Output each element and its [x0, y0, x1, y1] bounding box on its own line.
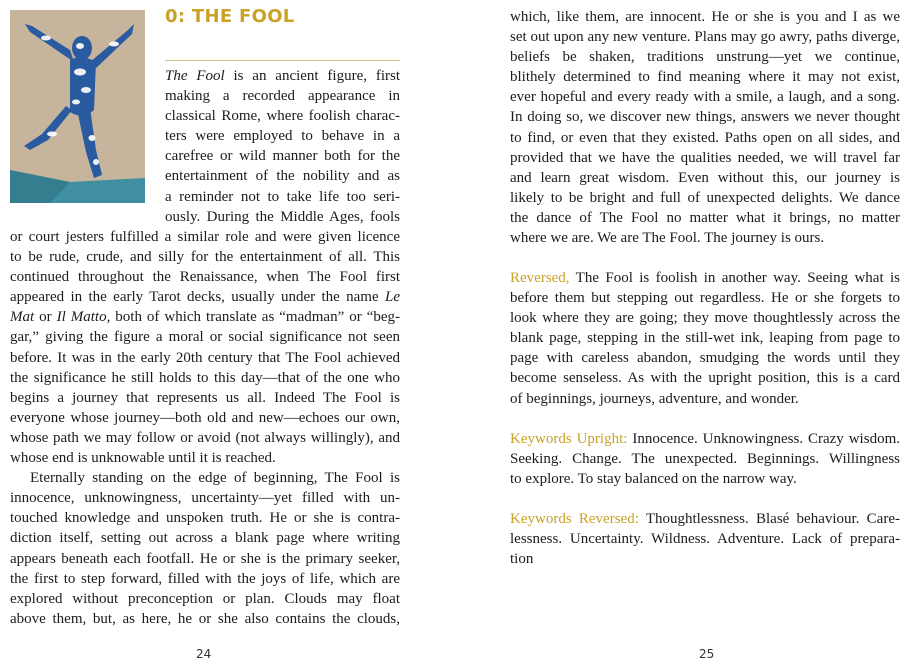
text-fragment: Innocence. Unknowingness. Crazy wisdom. — [627, 431, 900, 447]
text-line: whose path we may follow or avoid (not always willingly), and — [10, 429, 400, 446]
chapter-heading: 0: THE FOOL — [165, 6, 295, 27]
text-line: which, like them, are innocent. He or she is you and I as we — [510, 9, 900, 25]
text-line: before. It was in the early 20th century that The Fool achieved — [10, 349, 400, 366]
text-line: ously. During the Middle Ages, fools — [165, 208, 400, 225]
fool-illustration — [10, 10, 145, 203]
page-number-left: 24 — [196, 647, 212, 661]
text-line: the first to step forward, filled with the joys of life, which are — [10, 570, 400, 587]
text-line: tion — [510, 551, 534, 568]
text-line: diction itself, setting out across a blank page where writing — [10, 530, 400, 547]
text-fragment: is an ancient figure, first — [224, 68, 400, 84]
text-line: a reminder not to take life too seri- — [165, 188, 400, 205]
text-line: beliefs be shaken, traditions unstrung—yet we continue, — [510, 49, 900, 66]
text-line: provided that we have the qualities needed, we will travel far — [510, 149, 900, 166]
mat-italic: Mat — [10, 309, 35, 326]
intro-full-text — [10, 227, 400, 629]
text-fragment: , both of which translate as “madman” or “beg- — [106, 309, 400, 326]
text-line — [510, 268, 900, 288]
text-line: become senseless. As with the upright position, this is a card — [510, 370, 900, 387]
text-line: Eternally standing on the edge of beginning, The Fool is — [30, 470, 400, 487]
text-line: touched knowledge and unspoken truth. He or she is contra- — [10, 510, 400, 527]
text-line: or court jesters fulfilled a similar role and were given licence — [10, 229, 400, 245]
reversed-label: Reversed, — [510, 270, 570, 286]
text-fragment: or — [34, 309, 57, 326]
text-line: explored without preconception or plan. Clouds may float — [10, 590, 400, 607]
reversed-section — [510, 268, 900, 409]
text-line: classical Rome, where foolish charac- — [165, 108, 400, 125]
keywords-upright-section — [510, 429, 900, 489]
text-line: and learn great wisdom. Even without this, our journey is — [510, 169, 900, 186]
dancing-fool-figure-icon — [10, 10, 145, 203]
fool-title-italic: The Fool — [165, 68, 225, 84]
text-line: blithely determined to find meaning where it may not exist, — [510, 69, 900, 86]
right-page — [452, 0, 904, 665]
text-fragment: appeared in the early Tarot decks, usually under the name — [10, 289, 385, 306]
text-line: to explore. To stay balanced on the narrow way. — [510, 471, 797, 488]
text-fragment: Thoughtlessness. Blasé behaviour. Care- — [638, 511, 900, 527]
text-line: begins a journey that represents us all. Indeed The Fool is — [10, 389, 400, 406]
text-line: everyone whose journey—both old and new—echoes our own, — [10, 409, 400, 426]
text-line: Seeking. Change. The unexpected. Beginnings. Willingness — [510, 451, 900, 468]
text-line: before them but stepping out regardless. He or she forgets to — [510, 290, 900, 307]
keywords-reversed-section — [510, 509, 900, 569]
text-line: whose end is unknowable until it is reached. — [10, 450, 276, 467]
text-line: continued throughout the Renaissance, when The Fool first — [10, 269, 400, 286]
intro-wrap-text — [165, 66, 400, 227]
text-line: In doing so, we discover new things, answers we never thought — [510, 109, 900, 126]
text-line: to be rude, crude, and silly for the entertainment of all. This — [10, 249, 400, 266]
text-line: entertainment of the nobility and as — [165, 168, 400, 185]
text-line: of beginnings, journeys, adventure, and wonder. — [510, 390, 799, 407]
text-line: where we are. We are The Fool. The journey is ours. — [510, 230, 825, 247]
text-line: to find, or even that they existed. Paths open on all sides, and — [510, 129, 900, 146]
text-line: above them, but, as here, he or she also contains the clouds, — [10, 610, 400, 627]
text-fragment: The Fool is foolish in another way. Seeing what is — [569, 270, 900, 286]
text-line: appears beneath each footfall. He or she is the primary seeker, — [10, 550, 400, 567]
heading-divider — [165, 60, 400, 61]
text-line — [10, 307, 400, 327]
text-line: lessness. Uncertainty. Wildness. Adventure. Lack of prepara- — [510, 531, 900, 548]
text-line: innocence, unknowingness, uncertainty—yet filled with un- — [10, 490, 400, 507]
page-number-right: 25 — [699, 647, 715, 661]
keywords-reversed-label: Keywords Reversed: — [510, 511, 639, 527]
text-line — [510, 509, 900, 529]
text-line: carefree or wild manner both for the — [165, 148, 400, 165]
text-line: the dance of The Fool no matter what it brings, no matter — [510, 209, 900, 226]
right-main-text — [510, 7, 900, 248]
text-line: set out upon any new venture. Plans may go awry, paths diverge, — [510, 29, 900, 46]
text-line — [510, 429, 900, 449]
keywords-upright-label: Keywords Upright: — [510, 431, 628, 447]
text-line — [165, 66, 400, 86]
il-matto-italic: Il Matto — [56, 309, 107, 326]
text-line: look where they are going; they move thoughtlessly across the — [510, 310, 900, 327]
text-line: likely to be bright and full of unexpected delights. We dance — [510, 189, 900, 206]
text-line: ters were employed to behave in a — [165, 128, 400, 145]
text-line: ever hopeful and every ready with a smile, a laugh, and a song. — [510, 89, 900, 106]
text-line: page with careless abandon, smudging the words until they — [510, 350, 900, 367]
text-line: making a recorded appearance in — [165, 88, 400, 105]
le-italic: Le — [385, 289, 400, 306]
text-line: blank page, stepping in the still-wet ink, leaping from page to — [510, 330, 900, 347]
text-line — [10, 287, 400, 307]
text-line: gar,” giving the figure a moral or social significance not seen — [10, 329, 400, 346]
text-line: the significance he still holds to this day—that of the one who — [10, 369, 400, 386]
